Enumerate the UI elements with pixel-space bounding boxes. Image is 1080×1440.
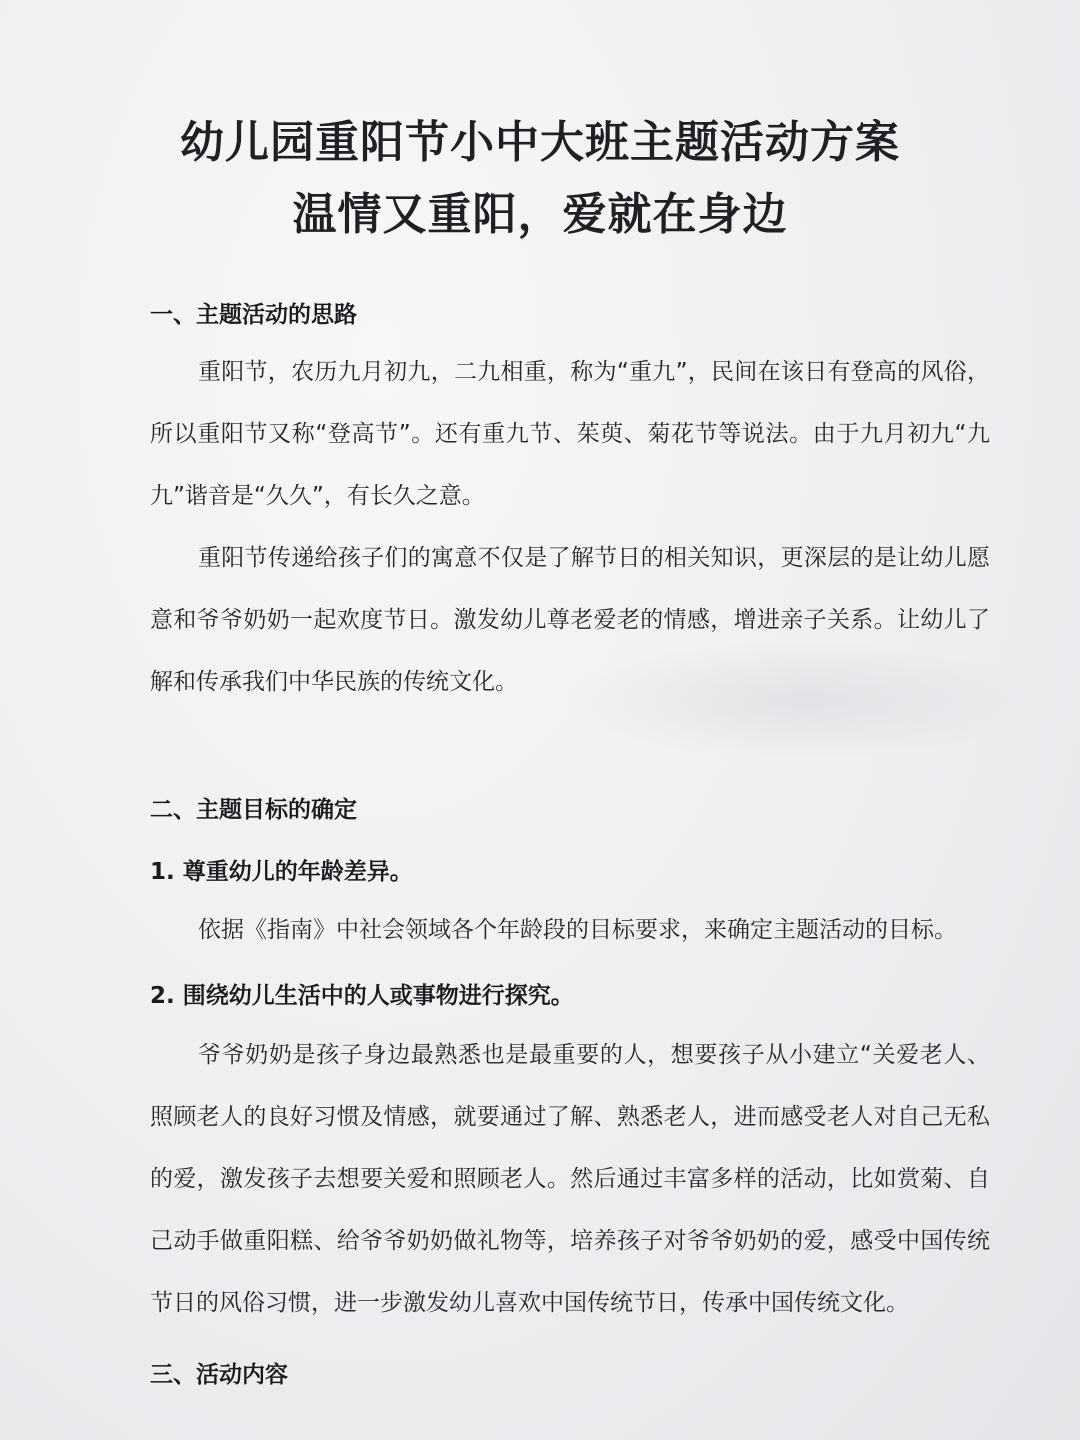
section2-item2-text: 爷爷奶奶是孩子身边最熟悉也是最重要的人，想要孩子从小建立“关爱老人、照顾老人的良好习惯及情感，就要通过了解、熟悉老人，进而感受老人对自己无私的爱，激发孩子去想要关爱和照顾老人。然后通过丰富多样的活动，比如赏菊、自己动手做重阳糕、给爷爷奶奶做礼物等，培养孩子对爷爷奶奶的爱，感受中国传统节日的风俗习惯，进一步激发幼儿喜欢中国传统节日，传承中国传统文化。	[150, 1042, 990, 1316]
section3-heading: 三、活动内容	[150, 1362, 288, 1388]
section2-heading: 二、主题目标的确定	[150, 797, 357, 823]
document-title-line2: 温情又重阳，爱就在身边	[292, 189, 788, 240]
section2-item2-title: 2. 围绕幼儿生活中的人或事物进行探究。	[150, 983, 574, 1009]
section1-paragraph2: 重阳节传递给孩子们的寓意不仅是了解节日的相关知识，更深层的是让幼儿愿意和爷爷奶奶一起欢度节日。激发幼儿尊老爱老的情感，增进亲子关系。让幼儿了解和传承我们中华民族的传统文化。	[150, 545, 990, 695]
document-title-line1: 幼儿园重阳节小中大班主题活动方案	[180, 117, 900, 168]
section1-paragraph1: 重阳节，农历九月初九，二九相重，称为“重九”，民间在该日有登高的风俗，所以重阳节又称“登高节”。还有重九节、茱萸、菊花节等说法。由于九月初九“九九”谐音是“久久”，有长久之意。	[150, 359, 990, 509]
section2-item1-title: 1. 尊重幼儿的年龄差异。	[150, 859, 413, 885]
section1-heading: 一、主题活动的思路	[150, 302, 357, 328]
section2-item1-text: 依据《指南》中社会领域各个年龄段的目标要求，来确定主题活动的目标。	[198, 917, 957, 943]
